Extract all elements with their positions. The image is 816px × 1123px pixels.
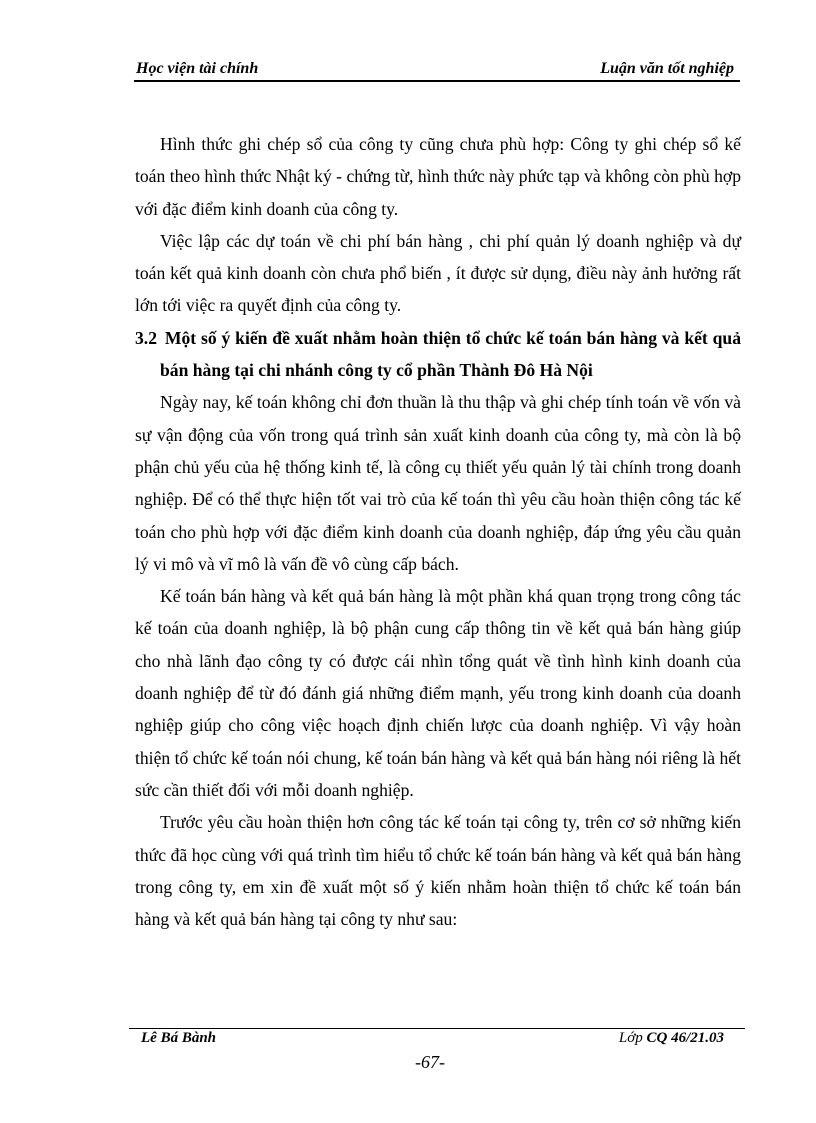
paragraph-2: Việc lập các dự toán về chi phí bán hàng , chi phí quản lý doanh nghiệp và dự toán kết quả kinh doanh còn chưa phổ biến , ít được sử dụng, điều này ảnh hưởng rất lớn tới việc ra quyết định của công ty.: [135, 230, 741, 316]
header-institution: Học viện tài chính: [136, 60, 259, 77]
footer-author: Lê Bá Bành: [141, 1030, 217, 1046]
footer-divider: [129, 1028, 745, 1029]
page-body: [135, 128, 741, 935]
section-heading: [135, 322, 741, 387]
section-number: 3.2: [135, 327, 157, 348]
footer-class: [619, 1030, 724, 1047]
paragraph-1: Hình thức ghi chép sổ của công ty cũng chưa phù hợp: Công ty ghi chép sổ kế toán theo hình thức Nhật ký - chứng từ, hình thức này phức tạp và không còn phù hợp với đặc điểm kinh doanh của công ty.: [135, 134, 741, 219]
section-title: Một số ý kiến đề xuất nhằm hoàn thiện tổ chức kế toán bán hàng và kết quả bán hàng tại chi nhánh công ty cổ phần Thành Đô Hà Nội: [160, 327, 742, 381]
paragraph-4: Kế toán bán hàng và kết quả bán hàng là một phần khá quan trọng trong công tác kế toán của doanh nghiệp, là bộ phận cung cấp thông tin về kết quả bán hàng giúp cho nhà lãnh đạo công ty có được cái nhìn tổng quát về tình hình kinh doanh của doanh nghiệp để từ đó đánh giá những điểm mạnh, yếu trong kinh doanh của doanh nghiệp giúp cho công việc hoạch định chiến lược của doanh nghiệp. Vì vậy hoàn thiện tổ chức kế toán nói chung, kế toán bán hàng và kết quả bán hàng nói riêng là hết sức cần thiết đối với mỗi doanh nghiệp.: [135, 586, 741, 800]
header-document-type: Luận văn tốt nghiệp: [600, 60, 734, 77]
paragraph-3: Ngày nay, kế toán không chỉ đơn thuần là thu thập và ghi chép tính toán về vốn và sự vận động của vốn trong quá trình sản xuất kinh doanh của công ty, mà còn là bộ phận chủ yếu của hệ thống kinh tế, là công cụ thiết yếu quản lý tài chính trong doanh nghiệp. Để có thể thực hiện tốt vai trò của kế toán thì yêu cầu hoàn thiện công tác kế toán cho phù hợp với đặc điểm kinh doanh của doanh nghiệp, đáp ứng yêu cầu quản lý vi mô và vĩ mô là vấn đề vô cùng cấp bách.: [135, 392, 741, 574]
footer-class-label: Lớp: [618, 1030, 643, 1046]
page-header: [134, 58, 740, 82]
page-number: -67-: [415, 1052, 445, 1072]
footer-class-value: CQ 46/21.03: [646, 1030, 724, 1046]
paragraph-5: Trước yêu cầu hoàn thiện hơn công tác kế toán tại công ty, trên cơ sở những kiến thức đã học cùng với quá trình tìm hiểu tổ chức kế toán bán hàng và kết quả bán hàng trong công ty, em xin đề xuất một số ý kiến nhằm hoàn thiện tổ chức kế toán bán hàng và kết quả bán hàng tại công ty như sau:: [135, 812, 741, 930]
